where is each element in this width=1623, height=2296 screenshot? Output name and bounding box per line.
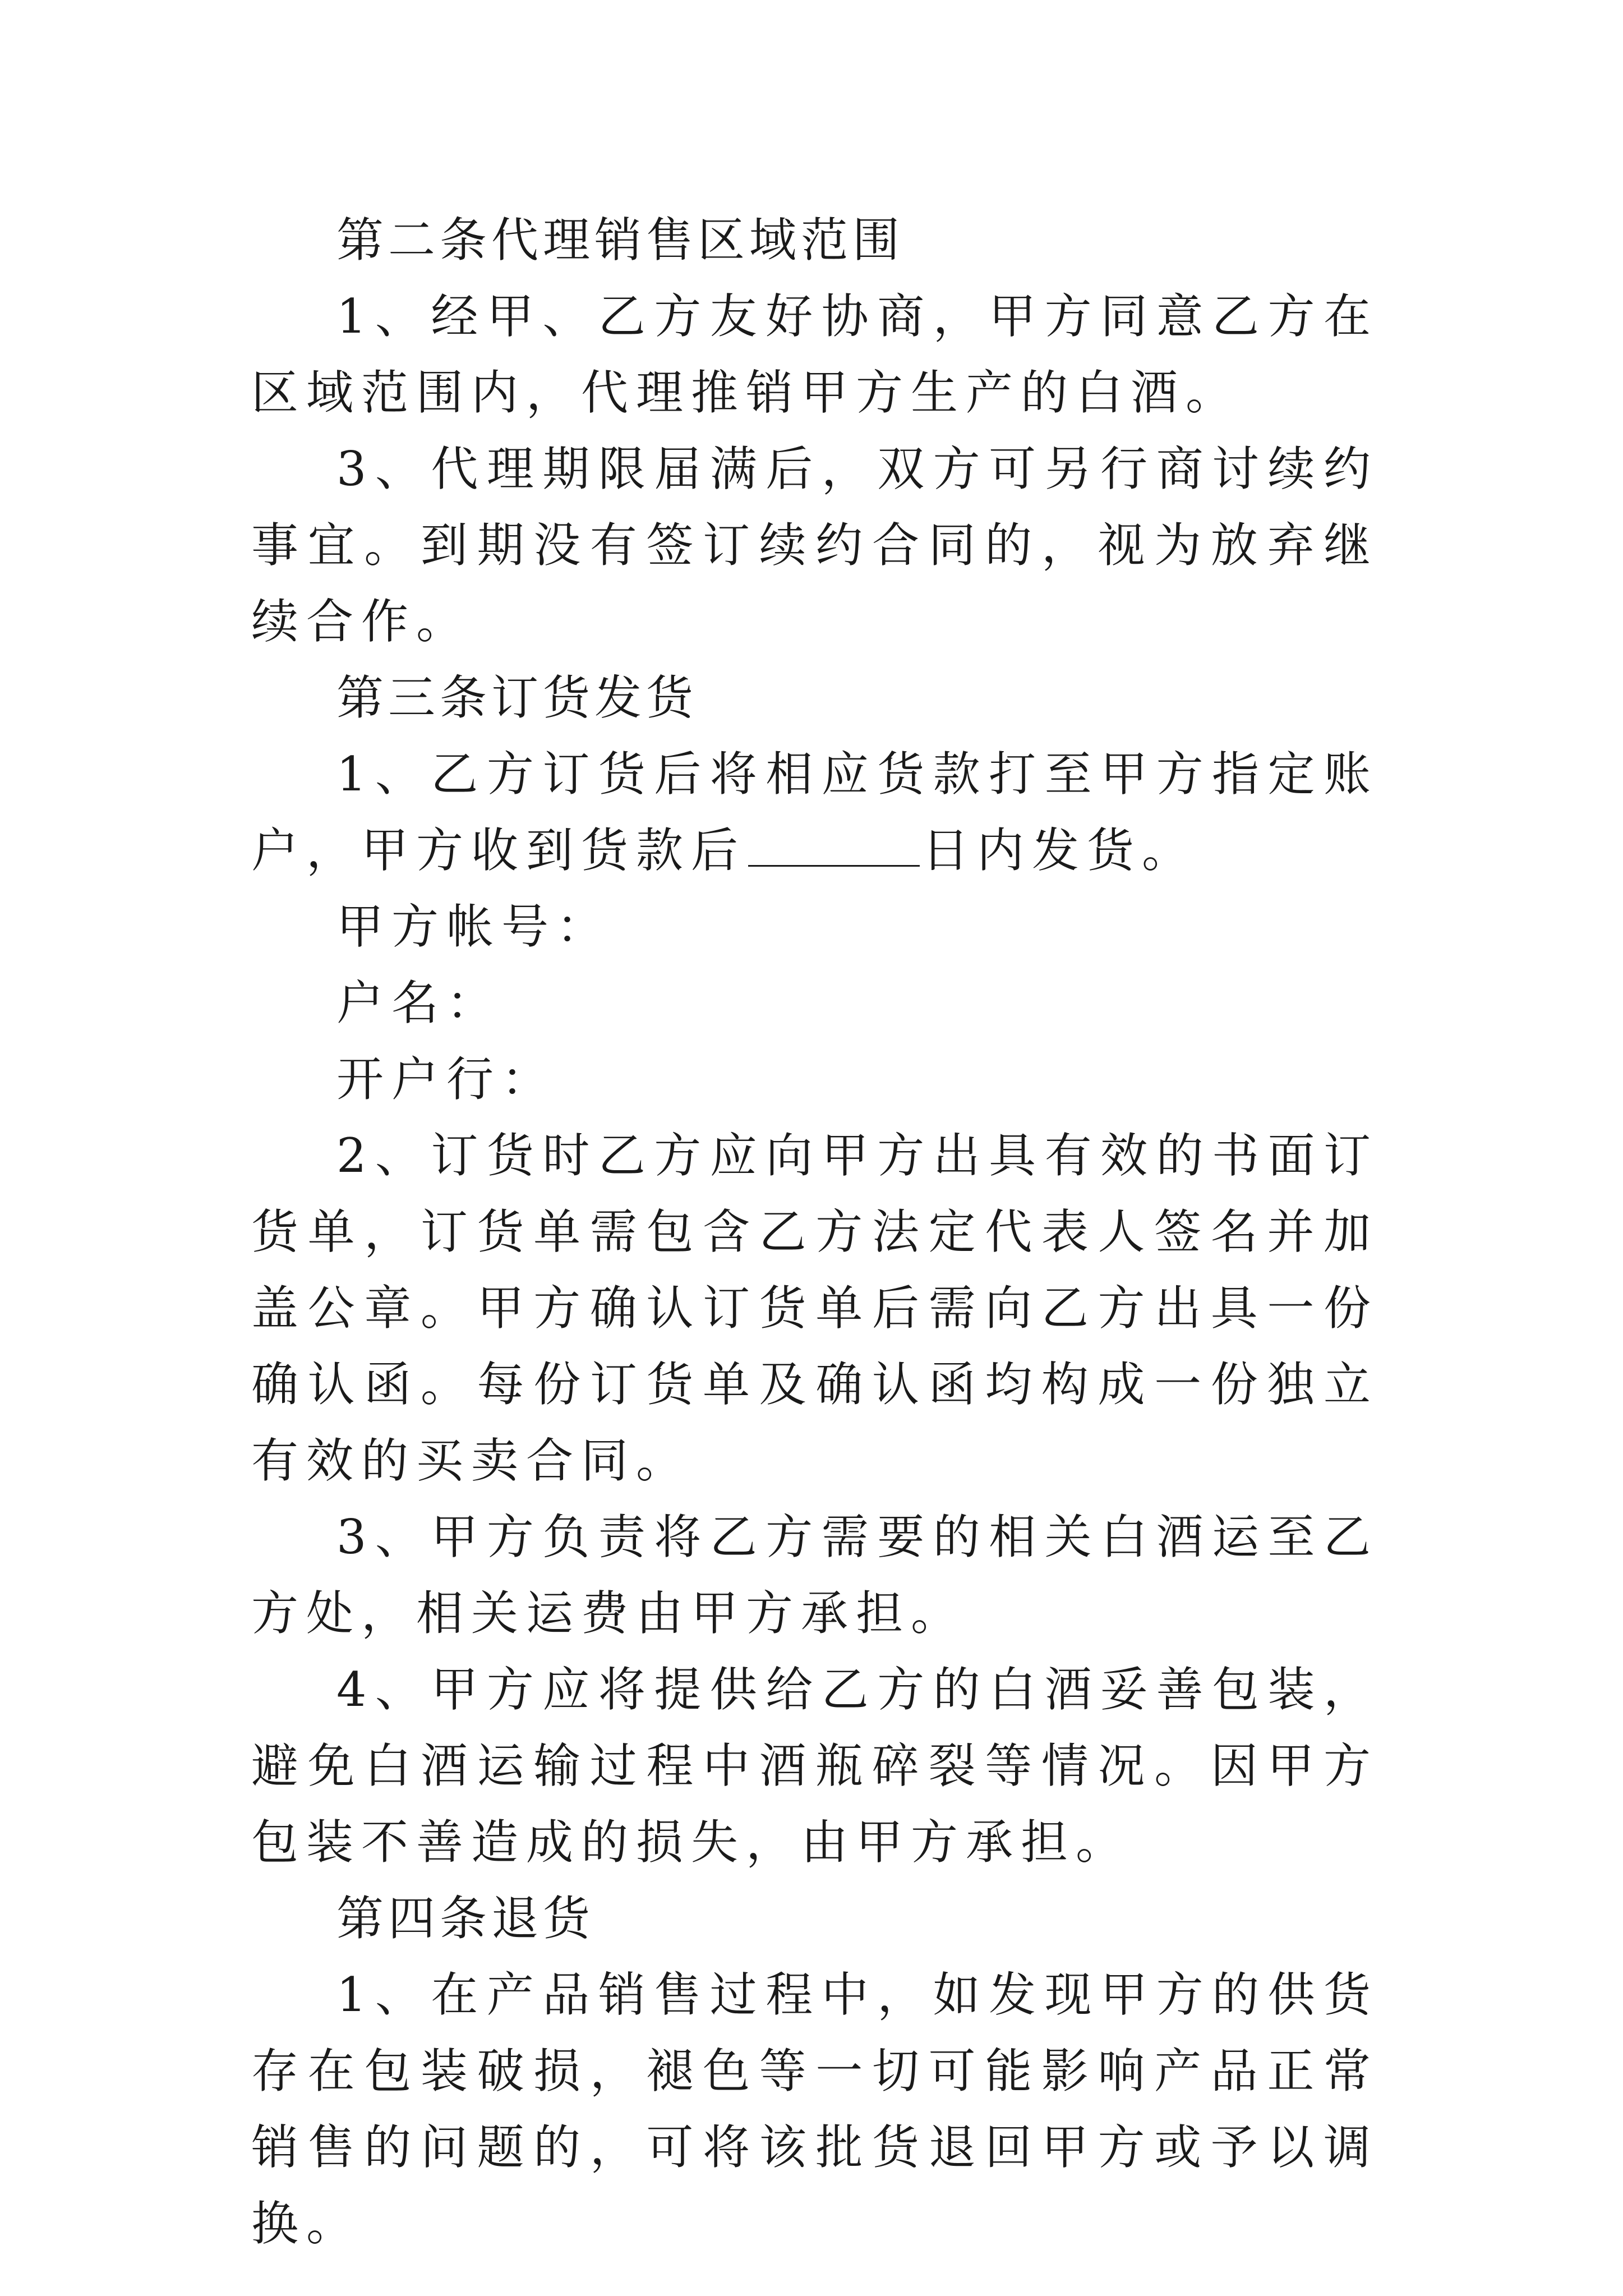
article-3-title: 第三条订货发货 [336,670,698,725]
delivery-days-blank [748,820,920,867]
article-3-clause-1 [251,736,1378,889]
article-3-clause-4: 4、甲方应将提供给乙方的白酒妥善包装，避免白酒运输过程中酒瓶碎裂等情况。因甲方包装不善造成的损失，由甲方承担。 [251,1662,1378,1870]
article-4-title: 第四条退货 [336,1891,595,1946]
article-4-clause-1: 1、在产品销售过程中，如发现甲方的供货存在包装破损，褪色等一切可能影响产品正常销售的问题的，可将该批货退回甲方或予以调换。 [251,1967,1378,2251]
article-2-clause-1: 1、经甲、乙方友好协商，甲方同意乙方在区域范围内，代理推销甲方生产的白酒。 [251,289,1378,420]
article-3-clause-2: 2、订货时乙方应向甲方出具有效的书面订货单，订货单需包含乙方法定代表人签名并加盖公章。甲方确认订货单后需向乙方出具一份确认函。每份订货单及确认函均构成一份独立有效的买卖合同。 [251,1128,1378,1488]
bank-label: 开户行： [336,1052,557,1107]
article-3-clause-1-text: 1、乙方订货后将相应货款打至甲方指定账户，甲方收到货款后 [251,747,1378,878]
article-3-clause-3: 3、甲方负责将乙方需要的相关白酒运至乙方处，相关运费由甲方承担。 [251,1510,1378,1641]
account-number-label: 甲方帐号： [336,899,612,954]
account-name-label: 户名： [336,976,502,1030]
article-3-clause-1-suffix: 日内发货。 [922,823,1197,878]
article-2-clause-3: 3、代理期限届满后，双方可另行商讨续约事宜。到期没有签订续约合同的，视为放弃继续合作。 [251,441,1378,649]
document-page [251,202,1378,2262]
article-2-title: 第二条代理销售区域范围 [336,213,905,268]
